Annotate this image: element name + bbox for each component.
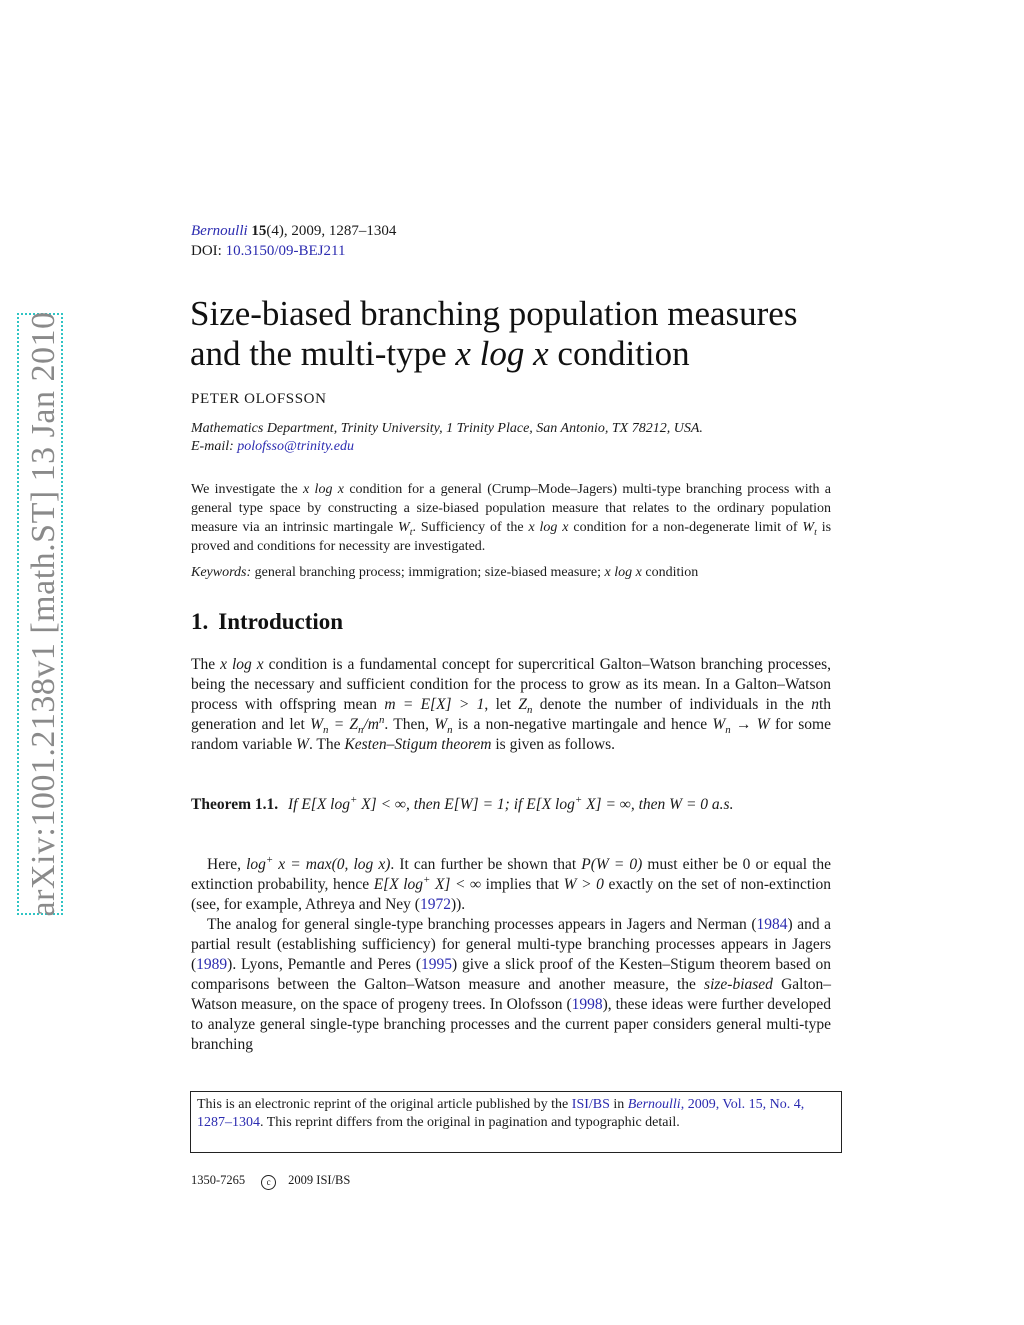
abstract — [191, 480, 831, 556]
title-line-2-pre: and the multi-type — [190, 334, 447, 373]
journal-link[interactable]: Bernoulli — [191, 223, 248, 239]
intro-paragraph-2 — [191, 855, 831, 915]
p2-math-w: W > 0 — [563, 876, 604, 893]
cond-text: E[X log — [373, 876, 424, 893]
cond-text-b: X] < ∞ — [434, 876, 482, 893]
isi-bs-link[interactable]: ISI/BS — [571, 1097, 610, 1112]
email-link[interactable]: polofsso@trinity.edu — [237, 439, 354, 454]
p1-text: is a non-negative martingale and hence — [457, 716, 708, 733]
p2-text: implies that — [485, 876, 560, 893]
p1-math-wn — [310, 713, 385, 737]
p2-math-p: P(W = 0) — [581, 856, 643, 873]
p1-text: is given as follows. — [495, 736, 616, 753]
zn-symbol: Z — [518, 696, 527, 713]
keywords-label: Keywords: — [191, 565, 252, 580]
theorem-body: If E[X log+ X] < ∞, then E[W] = 1; if E[X log+ X] = ∞, then W = 0 a.s. — [287, 793, 734, 813]
thm-math: X] = ∞, — [586, 796, 635, 813]
p1-xlogx: x log x — [220, 656, 264, 673]
reprint-text: in — [613, 1097, 625, 1112]
logplus-def: x = max(0, log x) — [278, 856, 391, 873]
ref-link-1984[interactable]: 1984 — [756, 916, 788, 933]
abstract-xlogx: x log x — [303, 482, 344, 497]
thm-math: E[W] = 1; — [444, 796, 510, 813]
conv-arrow: → W — [735, 716, 770, 733]
abstract-text-3: . Sufficiency of the — [412, 520, 524, 535]
doi-link[interactable]: 10.3150/09-BEJ211 — [225, 243, 346, 259]
p1-math-w: W — [296, 736, 309, 753]
p1-text: th generation and let — [191, 696, 831, 733]
section-heading — [191, 609, 343, 635]
p1-math-zn — [518, 696, 533, 717]
author-affiliation: Mathematics Department, Trinity University, 1 Trinity Place, San Antonio, TX 78212, USA. — [191, 421, 703, 436]
bernoulli-link[interactable]: Bernoulli — [627, 1097, 681, 1112]
footer — [191, 1173, 350, 1190]
title-xlogx: x log x — [455, 334, 549, 373]
p2-text: must either be 0 or equal the extinction probability, hence — [191, 856, 832, 893]
intro-paragraph-3 — [191, 915, 831, 1055]
thm-text: then — [638, 796, 666, 813]
wn-subscript: n — [725, 724, 731, 737]
title-line-2-post: condition — [557, 334, 690, 373]
abstract-wt — [398, 520, 413, 538]
reprint-notice — [190, 1091, 842, 1153]
wn-symbol: W — [434, 716, 448, 733]
p1-text: for some random variable — [191, 716, 831, 753]
wn-eq: = Z — [333, 716, 359, 733]
p1-math-m: m = E[X] > 1 — [384, 696, 485, 713]
thm-text: if — [513, 796, 523, 813]
p2-text: Here, — [207, 856, 241, 873]
p3-text: ), these ideas were further developed to analyze general single-type branching processes and the current paper considers general multi-type branching — [191, 996, 831, 1053]
volume-link[interactable]: 2009, Vol. 15, No. 4, 1287–1304 — [197, 1097, 805, 1130]
thm-text: a.s. — [711, 796, 734, 813]
ref-link-1972[interactable]: 1972 — [419, 896, 451, 913]
email-label: E-mail: — [191, 439, 234, 454]
thm-text: then — [413, 796, 441, 813]
mn-superscript: n — [378, 713, 385, 726]
p1-text: The — [191, 656, 216, 673]
p3-text: ) give a slick proof of the Kesten–Stigum theorem based on comparisons between the Galton–Watson measure and another measure, the — [191, 956, 831, 993]
arxiv-stamp[interactable]: arXiv:1001.2138v1 [math.ST] 13 Jan 2010 — [25, 311, 62, 917]
p3-text: The analog for general single-type branching processes appears in Jagers and Nerman ( — [207, 916, 757, 933]
p1-text: , let — [484, 696, 512, 713]
doi-label: DOI: — [191, 243, 222, 259]
paper-title — [190, 294, 797, 374]
p2-text: )). — [450, 896, 466, 913]
journal-issue: (4), 2009, 1287–1304 — [266, 223, 397, 239]
ref-link-1998[interactable]: 1998 — [571, 996, 603, 1013]
wn-subscript: n — [323, 724, 329, 737]
wt-subscript: t — [409, 526, 413, 538]
zn-subscript: n — [358, 724, 364, 737]
issn: 1350-7265 — [191, 1173, 246, 1187]
reprint-comma: , — [680, 1097, 685, 1112]
p1-math-conv — [712, 716, 770, 737]
section-title: Introduction — [218, 609, 344, 634]
journal-volume: 15 — [251, 223, 267, 239]
p1-math-n: n — [811, 696, 819, 713]
p3-text: ) and a partial result (establishing sufficiency) for general multi-type branching processes appears in Jagers ( — [191, 916, 831, 973]
abstract-text-4: condition for a non-degenerate limit of — [573, 520, 798, 535]
intro-paragraph-1 — [191, 655, 831, 755]
section-number: 1. — [191, 609, 209, 634]
size-biased-term: size-biased — [704, 976, 773, 993]
abstract-wt-2 — [802, 520, 817, 538]
keywords-tail: condition — [645, 565, 699, 580]
p1-text: denote the number of individuals in the — [539, 696, 804, 713]
wn-eq-2: /m — [363, 716, 379, 733]
p1-text: condition is a fundamental concept for supercritical Galton–Watson branching processes, being the necessary and sufficient condition for the process to grow as its mean. In a Galton–Watson process with offspring mean — [191, 656, 832, 713]
p2-logplus: log+ x = max(0, log x) — [246, 853, 391, 873]
abstract-text-5: is proved and conditions for necessity are investigated. — [191, 520, 832, 554]
zn-subscript: n — [527, 704, 533, 717]
wt-symbol: W — [398, 520, 410, 535]
copyright-text: 2009 ISI/BS — [288, 1173, 351, 1187]
wt-subscript: t — [814, 526, 817, 538]
thm-math: X] < ∞, — [361, 796, 410, 813]
thm-text: If — [287, 796, 298, 813]
p2-text: exactly on the set of non-extinction (see, for example, Athreya and Ney ( — [191, 876, 831, 913]
abstract-xlogx-2: x log x — [528, 520, 569, 535]
reprint-text: . This reprint differs from the original in pagination and typographic detail. — [260, 1115, 680, 1130]
thm-math: W = 0 — [669, 796, 709, 813]
thm-math: E[X log — [526, 796, 575, 813]
p3-text: Galton–Watson measure, on the space of progeny trees. In Olofsson ( — [191, 976, 831, 1013]
doi-line — [191, 243, 345, 260]
reprint-text: This is an electronic reprint of the original article published by the — [197, 1097, 569, 1112]
keywords-xlogx: x log x — [604, 565, 642, 580]
theorem-label: Theorem 1.1. — [191, 796, 279, 813]
title-line-1: Size-biased branching population measures — [190, 294, 798, 333]
theorem-1-1 — [191, 795, 831, 815]
wn-subscript: n — [447, 724, 453, 737]
abstract-text-1: We investigate the — [191, 482, 298, 497]
wn-symbol: W — [310, 716, 324, 733]
keywords — [191, 565, 698, 581]
journal-citation — [191, 223, 396, 240]
ref-link-1995[interactable]: 1995 — [420, 956, 452, 973]
copyright-icon: c — [261, 1175, 276, 1190]
p3-text: ). Lyons, Pemantle and Peres ( — [227, 956, 421, 973]
wt-symbol: W — [802, 520, 815, 535]
p1-math-wn-2 — [434, 716, 453, 737]
p1-text: . Then, — [384, 716, 429, 733]
email-line — [191, 439, 354, 455]
wn-symbol: W — [712, 716, 726, 733]
keywords-list: general branching process; immigration; size-biased measure; — [254, 565, 602, 580]
p2-math-cond: E[X log+ X] < ∞ — [373, 873, 482, 893]
kesten-stigum-term: Kesten–Stigum theorem — [344, 736, 492, 753]
author-name: PETER OLOFSSON — [191, 391, 327, 407]
log-text: log — [246, 856, 266, 873]
thm-math: E[X log — [301, 796, 350, 813]
abstract-text-2: condition for a general (Crump–Mode–Jagers) multi-type branching process with a general type space by constructing a size-biased population measure that relates to the ordinary population measure via an intrinsic martingale — [191, 482, 832, 535]
ref-link-1989[interactable]: 1989 — [196, 956, 228, 973]
p1-text: . The — [308, 736, 341, 753]
p2-text: . It can further be shown that — [390, 856, 577, 873]
